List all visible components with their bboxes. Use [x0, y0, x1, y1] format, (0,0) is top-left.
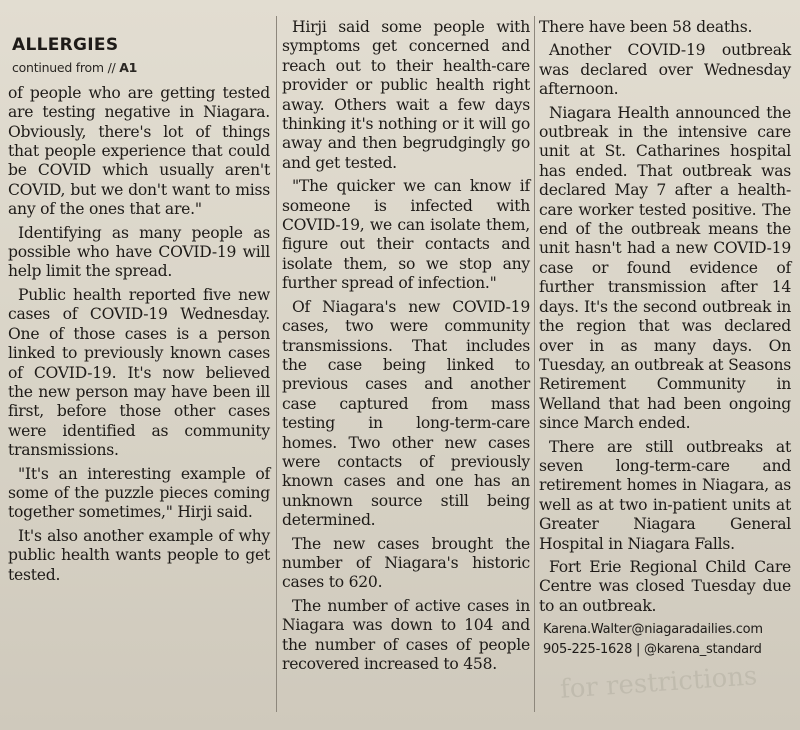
article-column-2	[282, 18, 530, 730]
column-rule	[276, 16, 277, 712]
paragraph: Hirji said some people with symptoms get concerned and reach out to their health-care provider or public health right away. Others wait a few days thinking it's nothing or it will go away and then begrudgingly go and get tested.	[282, 18, 530, 172]
paragraph: Fort Erie Regional Child Care Centre was closed Tuesday due to an outbreak.	[539, 557, 791, 615]
paragraph: There are still outbreaks at seven long-term-care and retirement homes in Niagara, as well as at two in-patient units at Greater Niagara General Hospital in Niagara Falls.	[539, 437, 791, 553]
paragraph: The new cases brought the number of Niagara's historic cases to 620.	[282, 534, 530, 592]
continued-label: continued from	[12, 60, 104, 76]
paragraph: "It's an interesting example of some of the puzzle pieces coming together sometimes," Hirji said.	[8, 464, 270, 522]
paragraph: Public health reported five new cases of COVID-19 Wednesday. One of those cases is a person linked to previously known cases of COVID-19. It's now believed the new person may have been ill first, before those other cases were identified as community transmissions.	[8, 285, 270, 460]
paragraph: It's also another example of why public health wants people to get tested.	[8, 526, 270, 584]
column-rule	[534, 16, 535, 712]
continued-line	[12, 58, 270, 77]
slash-icon: //	[107, 60, 120, 76]
continued-ref: A1	[119, 60, 138, 76]
article-column-1	[8, 36, 270, 730]
bleed-through-text: for restrictions	[559, 661, 759, 705]
reporter-email: Karena.Walter@niagaradailies.com	[543, 622, 763, 638]
paragraph: Niagara Health announced the outbreak in the intensive care unit at St. Catharines hospital has ended. That outbreak was declared May 7 after a health-care worker tested positive. The end of the outbreak means the unit hasn't had a new COVID-19 case or found evidence of further transmission after 14 days. It's the second outbreak in the region that was declared over in as many days. On Tuesday, an outbreak at Seasons Retirement Community in Welland that had been ongoing since March ended.	[539, 103, 791, 433]
paragraph: Of Niagara's new COVID-19 cases, two were community transmissions. That includes the case being linked to previous cases and another case captured from mass testing in long-term-care homes. Two other new cases were contacts of previously known cases and one has an unknown source still being determined.	[282, 297, 530, 530]
paragraph: Another COVID-19 outbreak was declared over Wednesday afternoon.	[539, 41, 791, 99]
paragraph: Identifying as many people as possible who have COVID-19 will help limit the spread.	[8, 223, 270, 281]
reporter-phone-handle: 905-225-1628 | @karena_standard	[543, 642, 762, 658]
section-kicker: ALLERGIES	[12, 35, 119, 55]
paragraph: There have been 58 deaths.	[539, 18, 753, 36]
article-column-3	[539, 18, 791, 730]
paragraph: The number of active cases in Niagara was down to 104 and the number of cases of people recovered increased to 458.	[282, 596, 530, 673]
paragraph: of people who are getting tested are testing negative in Niagara. Obviously, there's lot of things that people experience that could be COVID which usually aren't COVID, but we don't want to miss any of the ones that are."	[8, 83, 270, 219]
paragraph: "The quicker we can know if someone is infected with COVID-19, we can isolate them, figure out their contacts and isolate them, so we stop any further spread of infection."	[282, 177, 530, 293]
